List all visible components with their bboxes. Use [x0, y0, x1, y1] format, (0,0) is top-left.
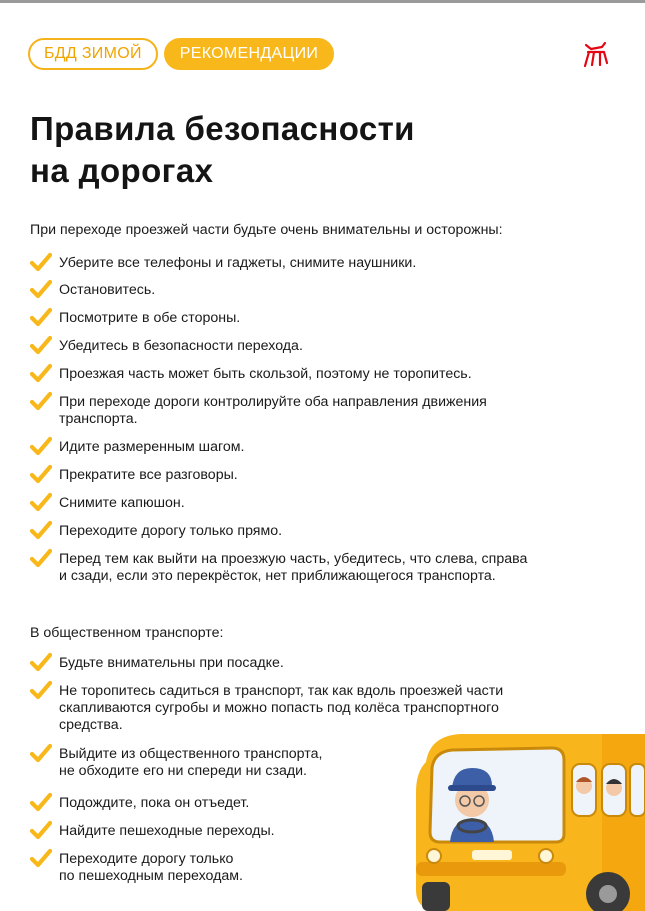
- list-item-text-line-1: Перед тем как выйти на проезжую часть, убедитесь, что слева, справа: [59, 551, 528, 567]
- checkmark-icon: [30, 307, 52, 327]
- list-item: [30, 366, 610, 383]
- yellow-bus-icon: [412, 722, 645, 911]
- list-item: [30, 282, 610, 299]
- list-item-text: Снимите капюшон.: [59, 495, 185, 511]
- tag-recommendations[interactable]: РЕКОМЕНДАЦИИ: [164, 38, 334, 70]
- list-item-text: Убедитесь в безопасности перехода.: [59, 338, 303, 354]
- red-logo-icon: [580, 40, 610, 70]
- list-item-text: Будьте внимательны при посадке.: [59, 655, 284, 671]
- list-item-text: Посмотрите в обе стороны.: [59, 310, 241, 326]
- list-item: [30, 551, 620, 585]
- list-item-text-line-2: скапливаются сугробы и можно попасть под колёса транспортного: [59, 700, 499, 716]
- checkmark-icon: [30, 520, 52, 540]
- list-item-text: Уберите все телефоны и гаджеты, снимите наушники.: [59, 255, 417, 271]
- section-intro-crossing: При переходе проезжей части будьте очень внимательны и осторожны:: [30, 222, 503, 238]
- checkmark-icon: [30, 492, 52, 512]
- tag-group: [28, 38, 334, 70]
- list-item-text: Прекратите все разговоры.: [59, 467, 238, 483]
- page-title: [30, 108, 550, 192]
- list-item: [30, 310, 610, 327]
- list-item-text-line-2: и сзади, если это перекрёсток, нет приближающегося транспорта.: [59, 568, 496, 584]
- checkmark-icon: [30, 680, 52, 700]
- list-item-text-line-2: не обходите его ни спереди ни сзади.: [59, 763, 308, 779]
- section-intro-transport: В общественном транспорте:: [30, 625, 224, 641]
- list-item-text-line-3: средства.: [59, 717, 123, 733]
- checkmark-icon: [30, 820, 52, 840]
- checkmark-icon: [30, 436, 52, 456]
- list-item: [30, 795, 410, 812]
- title-line-1: Правила безопасности: [30, 110, 415, 147]
- checkmark-icon: [30, 391, 52, 411]
- list-item: [30, 495, 610, 512]
- checkmark-icon: [30, 548, 52, 568]
- checkmark-icon: [30, 652, 52, 672]
- list-item: [30, 394, 610, 428]
- list-item-text-line-1: Переходите дорогу только: [59, 851, 234, 867]
- checkmark-icon: [30, 464, 52, 484]
- list-item: [30, 655, 610, 672]
- list-item-text: Найдите пешеходные переходы.: [59, 823, 275, 839]
- list-item-text-line-1: Выйдите из общественного транспорта,: [59, 746, 323, 762]
- tag-bdd-winter[interactable]: БДД ЗИМОЙ: [28, 38, 158, 70]
- list-item-text-line-2: по пешеходным переходам.: [59, 868, 243, 884]
- checkmark-icon: [30, 279, 52, 299]
- checkmark-icon: [30, 848, 52, 868]
- list-item: [30, 746, 410, 780]
- list-item-text: Проезжая часть может быть скользой, поэтому не торопитесь.: [59, 366, 472, 382]
- list-item-text: Подождите, пока он отъедет.: [59, 795, 250, 811]
- list-item-text-line-2: транспорта.: [59, 411, 138, 427]
- list-item: [30, 851, 410, 885]
- list-item: [30, 823, 410, 840]
- checkmark-icon: [30, 363, 52, 383]
- checkmark-icon: [30, 335, 52, 355]
- list-item-text: Переходите дорогу только прямо.: [59, 523, 283, 539]
- checkmark-icon: [30, 743, 52, 763]
- list-item: [30, 523, 610, 540]
- list-item: [30, 255, 610, 272]
- list-item-text-line-1: При переходе дороги контролируйте оба направления движения: [59, 394, 487, 410]
- list-item-text: Остановитесь.: [59, 282, 156, 298]
- list-item: [30, 467, 610, 484]
- checkmark-icon: [30, 252, 52, 272]
- list-item-text: Идите размеренным шагом.: [59, 439, 245, 455]
- list-item-text-line-1: Не торопитесь садиться в транспорт, так как вдоль проезжей части: [59, 683, 504, 699]
- list-item: [30, 338, 610, 355]
- title-line-2: на дорогах: [30, 152, 214, 189]
- list-item: [30, 439, 610, 456]
- top-border: [0, 0, 645, 3]
- checkmark-icon: [30, 792, 52, 812]
